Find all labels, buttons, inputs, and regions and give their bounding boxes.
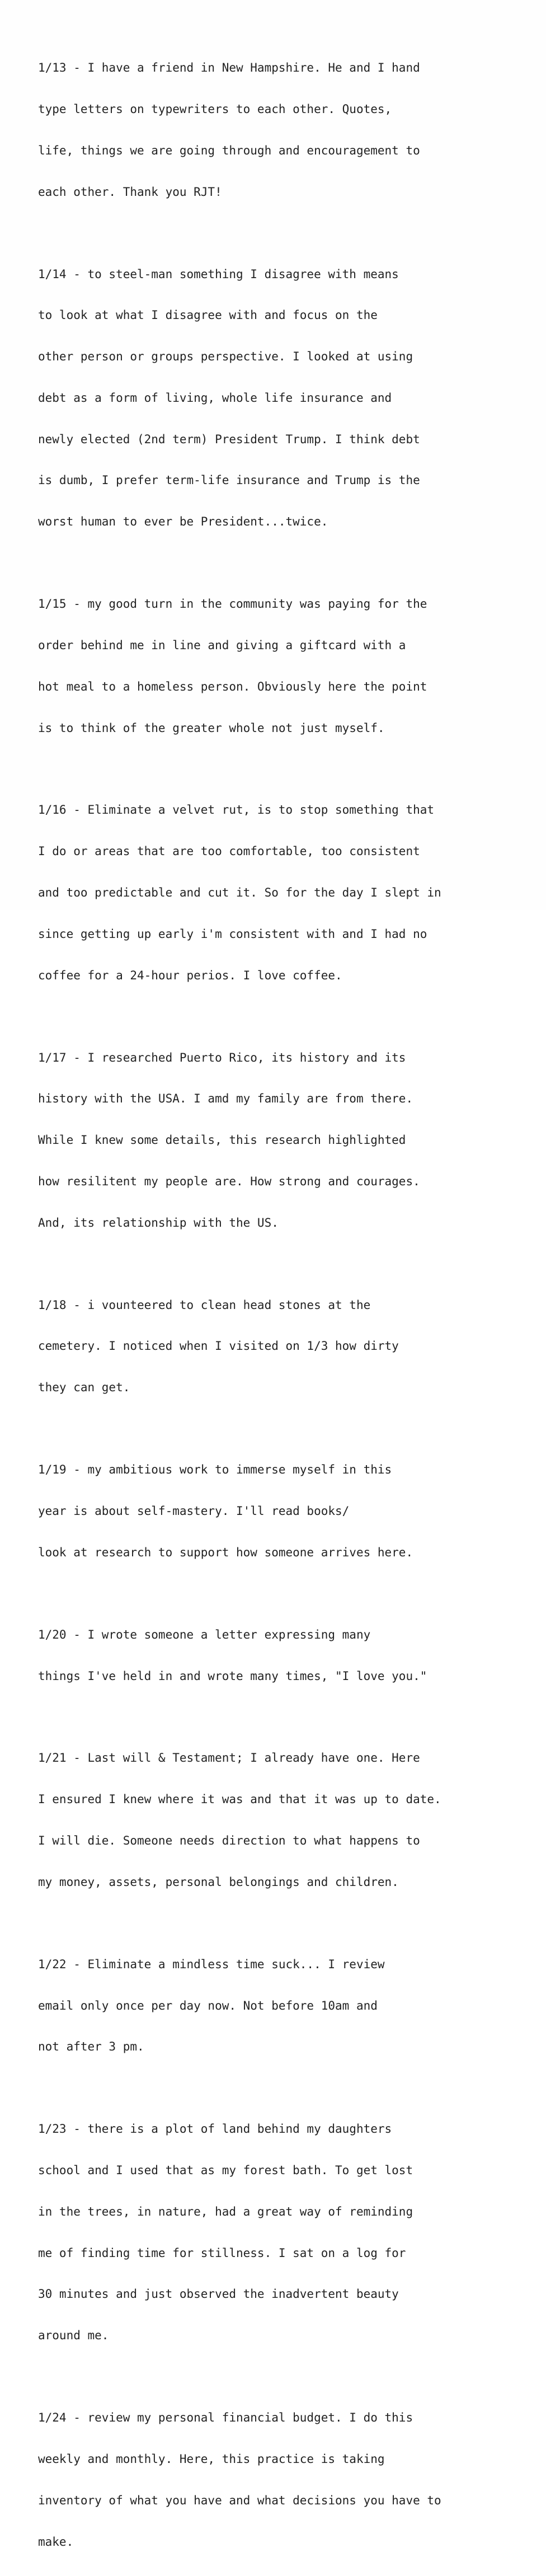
entry-1-18 [38, 1270, 530, 1422]
entry-line: 1/17 - I researched Puerto Rico, its history and its [38, 1050, 406, 1064]
entry-line: they can get. [38, 1381, 130, 1395]
entry-line: history with the USA. I amd my family are from there. [38, 1092, 413, 1106]
entry-line: email only once per day now. Not before 10am and [38, 1998, 378, 2012]
entry-line: how resilitent my people are. How strong and courages. [38, 1174, 420, 1188]
entry-line: order behind me in line and giving a giftcard with a [38, 638, 406, 652]
entry-line: And, its relationship with the US. [38, 1216, 279, 1230]
entry-line: 1/19 - my ambitious work to immerse myself in this [38, 1463, 392, 1477]
entry-line: 1/23 - there is a plot of land behind my daughters [38, 2122, 392, 2136]
entry-line: things I've held in and wrote many times, "I love you." [38, 1669, 427, 1683]
entry-1-14 [38, 240, 530, 556]
entry-line: weekly and monthly. Here, this practice is taking [38, 2452, 385, 2466]
entry-line: 1/16 - Eliminate a velvet rut, is to stop something that [38, 803, 435, 817]
entry-1-24 [38, 2383, 530, 2576]
entry-line: year is about self-mastery. I'll read books/ [38, 1504, 350, 1518]
entry-line: each other. Thank you RJT! [38, 185, 222, 199]
entry-line: other person or groups perspective. I looked at using [38, 350, 413, 364]
entry-line: 1/18 - i vounteered to clean head stones at the [38, 1298, 371, 1312]
entry-line: hot meal to a homeless person. Obviously here the point [38, 679, 427, 693]
entry-line: 1/13 - I have a friend in New Hampshire. He and I hand [38, 61, 420, 75]
entry-1-13 [38, 34, 530, 226]
entry-line: worst human to ever be President...twice. [38, 515, 328, 529]
entry-line: life, things we are going through and encouragement to [38, 143, 420, 157]
entry-line: cemetery. I noticed when I visited on 1/3 how dirty [38, 1339, 399, 1353]
entry-line: since getting up early i'm consistent with and I had no [38, 927, 427, 941]
entry-line: around me. [38, 2329, 109, 2343]
entry-line: I ensured I knew where it was and that it was up to date. [38, 1793, 441, 1807]
entry-line: I will die. Someone needs direction to what happens to [38, 1834, 420, 1848]
entry-line: coffee for a 24-hour perios. I love coffee. [38, 968, 342, 982]
entry-line: 1/24 - review my personal financial budget. I do this [38, 2411, 413, 2425]
entry-line: and too predictable and cut it. So for the day I slept in [38, 886, 441, 900]
entry-line: to look at what I disagree with and focus on the [38, 308, 378, 322]
entry-line: newly elected (2nd term) President Trump. I think debt [38, 432, 420, 446]
entry-line: 1/20 - I wrote someone a letter expressing many [38, 1627, 371, 1641]
entry-line: 1/21 - Last will & Testament; I already have one. Here [38, 1751, 420, 1765]
entry-line: me of finding time for stillness. I sat on a log for [38, 2246, 406, 2260]
entry-line: my money, assets, personal belongings and children. [38, 1875, 399, 1889]
entry-1-17 [38, 1023, 530, 1257]
entry-1-19 [38, 1435, 530, 1587]
entry-line: is dumb, I prefer term-life insurance and Trump is the [38, 473, 420, 487]
entry-line: in the trees, in nature, had a great way of reminding [38, 2204, 413, 2218]
entry-line: I do or areas that are too comfortable, too consistent [38, 844, 420, 858]
entry-line: type letters on typewriters to each other. Quotes, [38, 102, 392, 116]
entry-line: make. [38, 2535, 74, 2549]
entry-1-23 [38, 2095, 530, 2370]
entry-line: While I knew some details, this research highlighted [38, 1133, 406, 1147]
entry-line: not after 3 pm. [38, 2040, 144, 2054]
entry-line: look at research to support how someone arrives here. [38, 1545, 413, 1559]
journal-entries [38, 34, 530, 2576]
entry-line: inventory of what you have and what decisions you have to [38, 2493, 441, 2507]
entry-1-16 [38, 776, 530, 1010]
entry-1-20 [38, 1601, 530, 1711]
entry-line: school and I used that as my forest bath. To get lost [38, 2164, 413, 2178]
entry-line: debt as a form of living, whole life insurance and [38, 391, 392, 405]
entry-1-22 [38, 1930, 530, 2082]
entry-1-15 [38, 570, 530, 762]
entry-line: 1/22 - Eliminate a mindless time suck... I review [38, 1957, 385, 1971]
entry-line: is to think of the greater whole not just myself. [38, 721, 385, 735]
entry-line: 1/15 - my good turn in the community was paying for the [38, 597, 427, 611]
entry-1-21 [38, 1724, 530, 1916]
entry-line: 1/14 - to steel-man something I disagree with means [38, 267, 399, 281]
entry-line: 30 minutes and just observed the inadvertent beauty [38, 2287, 399, 2301]
